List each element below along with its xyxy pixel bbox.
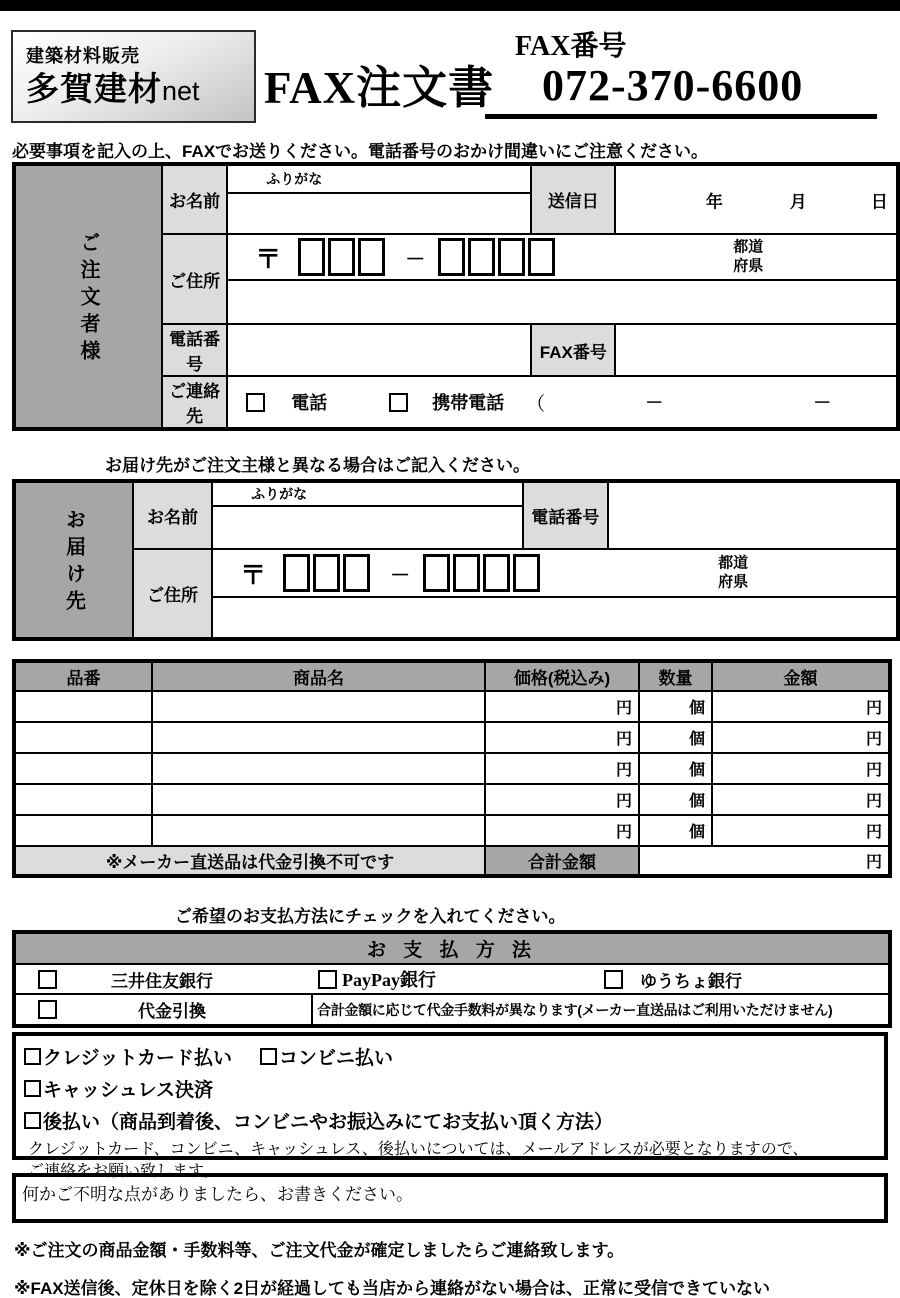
product-row <box>14 815 890 846</box>
footer-note-2: ※FAX送信後、定休日を除く2日が経過しても当店から連絡がない場合は、正常に受信できていない <box>14 1279 771 1298</box>
email-required-note-line1: クレジットカード、コンビニ、キャッシュレス、後払いについては、メールアドレスが必要となりますので、 <box>28 1141 809 1158</box>
price-field[interactable] <box>485 815 639 846</box>
contact-mobile-label: 携帯電話 <box>432 393 505 413</box>
instruction-text: 必要事項を記入の上、FAXでお送りください。電話番号のおかけ間違いにご注意ください。 <box>12 142 709 161</box>
delivery-section-label: お届け先 <box>14 481 133 639</box>
delivery-name-field[interactable] <box>212 506 523 549</box>
contact-label: ご連絡先 <box>162 376 227 429</box>
prefecture-line1: 都道 <box>733 238 764 256</box>
bank1-checkbox[interactable] <box>38 970 57 989</box>
bank3-checkbox[interactable] <box>604 970 623 989</box>
col-header-item-no: 品番 <box>14 661 152 691</box>
yen-label: 円 <box>615 731 632 748</box>
product-name-field[interactable] <box>152 722 485 753</box>
deferred-payment-label: 後払い（商品到着後、コンビニやお振込みにてお支払い頂く方法） <box>43 1112 614 1133</box>
bank-options-row <box>14 964 890 994</box>
send-date-field[interactable] <box>615 164 898 234</box>
amount-field[interactable] <box>712 753 890 784</box>
konbini-label: コンビニ払い <box>278 1048 393 1069</box>
postal-digit-box[interactable] <box>498 238 525 276</box>
top-black-bar <box>0 0 900 11</box>
delivery-table <box>12 479 900 641</box>
orderer-address-label: ご住所 <box>162 234 227 324</box>
postal-digit-box[interactable] <box>328 238 355 276</box>
year-label: 年 <box>705 192 723 211</box>
logo-name-kanji: 多賀建材 <box>26 70 162 107</box>
yen-label: 円 <box>865 700 882 717</box>
contact-number-dash: － <box>645 393 664 413</box>
product-name-field[interactable] <box>152 784 485 815</box>
day-label: 日 <box>870 192 888 211</box>
yen-label: 円 <box>865 854 882 871</box>
price-field[interactable] <box>485 691 639 722</box>
price-field[interactable] <box>485 722 639 753</box>
qty-field[interactable] <box>639 753 712 784</box>
payment-note: ご希望のお支払方法にチェックを入れてください。 <box>175 907 566 926</box>
postal-digit-box[interactable] <box>453 554 480 592</box>
cashless-label: キャッシュレス決済 <box>43 1080 214 1101</box>
delivery-phone-label: 電話番号 <box>523 481 607 549</box>
piece-label: 個 <box>688 731 705 748</box>
company-logo <box>11 30 256 123</box>
bank3-label: ゆうちょ銀行 <box>640 971 742 991</box>
postal-digit-box[interactable] <box>483 554 510 592</box>
piece-label: 個 <box>688 700 705 717</box>
orderer-furigana-field[interactable]: ふりがな <box>227 164 531 193</box>
delivery-address-label: ご住所 <box>133 549 212 639</box>
orderer-address-field[interactable] <box>227 280 898 324</box>
total-amount-field[interactable] <box>639 846 890 876</box>
postal-mark: 〒 <box>240 559 267 590</box>
orderer-postal-row <box>227 234 898 280</box>
col-header-amount: 金額 <box>712 661 890 691</box>
fax-number: 072-370-6600 <box>485 63 877 119</box>
orderer-section-label: ご注文者様 <box>14 164 162 429</box>
item-no-field[interactable] <box>14 691 152 722</box>
cod-checkbox[interactable] <box>38 1000 57 1019</box>
orderer-fax-label: FAX番号 <box>531 324 615 376</box>
product-name-field[interactable] <box>152 753 485 784</box>
item-no-field[interactable] <box>14 753 152 784</box>
yen-label: 円 <box>865 731 882 748</box>
delivery-name-label: お名前 <box>133 481 212 549</box>
product-table <box>12 659 892 878</box>
product-row <box>14 784 890 815</box>
piece-label: 個 <box>688 793 705 810</box>
fax-number-label: FAX番号 <box>515 31 627 62</box>
direct-shipping-note: ※メーカー直送品は代金引換不可です <box>14 846 485 876</box>
cod-option-cell <box>14 994 312 1026</box>
product-row <box>14 753 890 784</box>
contact-row <box>227 376 898 429</box>
yen-label: 円 <box>615 762 632 779</box>
postal-digit-box[interactable] <box>423 554 450 592</box>
qty-field[interactable] <box>639 722 712 753</box>
postal-digit-box[interactable] <box>528 238 555 276</box>
postal-mark: 〒 <box>255 243 282 274</box>
orderer-phone-field[interactable] <box>227 324 531 376</box>
orderer-fax-field[interactable] <box>615 324 898 376</box>
deferred-payment-checkbox[interactable] <box>24 1112 41 1129</box>
payment-header: お 支 払 方 法 <box>14 932 890 964</box>
prefecture-line2: 府県 <box>733 257 764 274</box>
page-header <box>0 11 900 132</box>
price-field[interactable] <box>485 784 639 815</box>
prefecture-label <box>718 554 748 592</box>
extra-payment-box <box>12 1032 888 1180</box>
payment-table <box>12 930 892 1028</box>
bank2-checkbox[interactable] <box>318 970 337 989</box>
logo-name <box>26 68 254 109</box>
postal-digit-box[interactable] <box>513 554 540 592</box>
konbini-checkbox[interactable] <box>260 1048 277 1065</box>
bank2-label: PayPay銀行 <box>342 970 436 990</box>
product-name-field[interactable] <box>152 691 485 722</box>
contact-mobile-checkbox[interactable] <box>389 393 408 412</box>
contact-phone-label: 電話 <box>291 393 328 413</box>
amount-field[interactable] <box>712 784 890 815</box>
postal-digit-box[interactable] <box>283 554 310 592</box>
contact-number-dash: － <box>813 393 832 413</box>
bank1-label: 三井住友銀行 <box>111 971 213 991</box>
credit-card-checkbox[interactable] <box>24 1048 41 1065</box>
product-row <box>14 691 890 722</box>
product-row <box>14 722 890 753</box>
amount-field[interactable] <box>712 722 890 753</box>
inquiry-label: 何かご不明な点がありましたら、お書きください。 <box>22 1185 413 1204</box>
postal-digit-box[interactable] <box>313 554 340 592</box>
product-name-field[interactable] <box>152 815 485 846</box>
inquiry-box[interactable] <box>12 1173 888 1223</box>
col-header-qty: 数量 <box>639 661 712 691</box>
qty-field[interactable] <box>639 784 712 815</box>
yen-label: 円 <box>865 762 882 779</box>
logo-name-suffix: net <box>162 76 200 106</box>
item-no-field[interactable] <box>14 784 152 815</box>
logo-tagline: 建築材料販売 <box>26 46 140 66</box>
delivery-phone-field[interactable] <box>608 481 898 549</box>
footer-note-1: ※ご注文の商品金額・手数料等、ご注文代金が確定しましたらご連絡致します。 <box>14 1241 625 1260</box>
contact-phone-checkbox[interactable] <box>246 393 265 412</box>
piece-label: 個 <box>688 762 705 779</box>
send-date-label: 送信日 <box>531 164 615 234</box>
yen-label: 円 <box>615 793 632 810</box>
delivery-postal-row <box>212 549 898 597</box>
postal-digit-box[interactable] <box>468 238 495 276</box>
orderer-name-label: お名前 <box>162 164 227 234</box>
orderer-table <box>12 162 900 431</box>
amount-field[interactable] <box>712 691 890 722</box>
postal-digit-box[interactable] <box>343 554 370 592</box>
col-header-price: 価格(税込み) <box>485 661 639 691</box>
credit-card-label: クレジットカード払い <box>43 1048 232 1069</box>
yen-label: 円 <box>865 793 882 810</box>
delivery-address-field[interactable] <box>212 597 898 639</box>
cod-fee-note: 合計金額に応じて代金手数料が異なります(メーカー直送品はご利用いただけません) <box>312 994 890 1026</box>
delivery-note: お届け先がご注文主様と異なる場合はご記入ください。 <box>105 456 530 475</box>
item-no-field[interactable] <box>14 722 152 753</box>
qty-field[interactable] <box>639 691 712 722</box>
month-label: 月 <box>789 192 807 211</box>
col-header-product-name: 商品名 <box>152 661 485 691</box>
postal-dash: － <box>390 564 411 587</box>
item-no-field[interactable] <box>14 815 152 846</box>
yen-label: 円 <box>865 824 882 841</box>
delivery-furigana-field[interactable]: ふりがな <box>212 481 523 506</box>
orderer-phone-label: 電話番号 <box>162 324 227 376</box>
email-required-note-line2: ご連絡をお願い致します。 <box>28 1162 219 1180</box>
cod-label: 代金引換 <box>138 1002 206 1021</box>
fax-number-block <box>485 32 877 119</box>
total-label: 合計金額 <box>485 846 639 876</box>
amount-field[interactable] <box>712 815 890 846</box>
yen-label: 円 <box>615 824 632 841</box>
contact-paren: （ <box>526 393 546 415</box>
qty-field[interactable] <box>639 815 712 846</box>
prefecture-line1: 都道 <box>718 554 749 572</box>
postal-digit-box[interactable] <box>438 238 465 276</box>
yen-label: 円 <box>615 700 632 717</box>
postal-dash: － <box>405 248 426 271</box>
piece-label: 個 <box>688 824 705 841</box>
page-title: FAX注文書 <box>264 63 495 113</box>
price-field[interactable] <box>485 753 639 784</box>
prefecture-label <box>733 238 763 276</box>
cashless-checkbox[interactable] <box>24 1080 41 1097</box>
postal-digit-box[interactable] <box>358 238 385 276</box>
orderer-name-field[interactable] <box>227 193 531 234</box>
prefecture-line2: 府県 <box>718 573 749 590</box>
postal-digit-box[interactable] <box>298 238 325 276</box>
